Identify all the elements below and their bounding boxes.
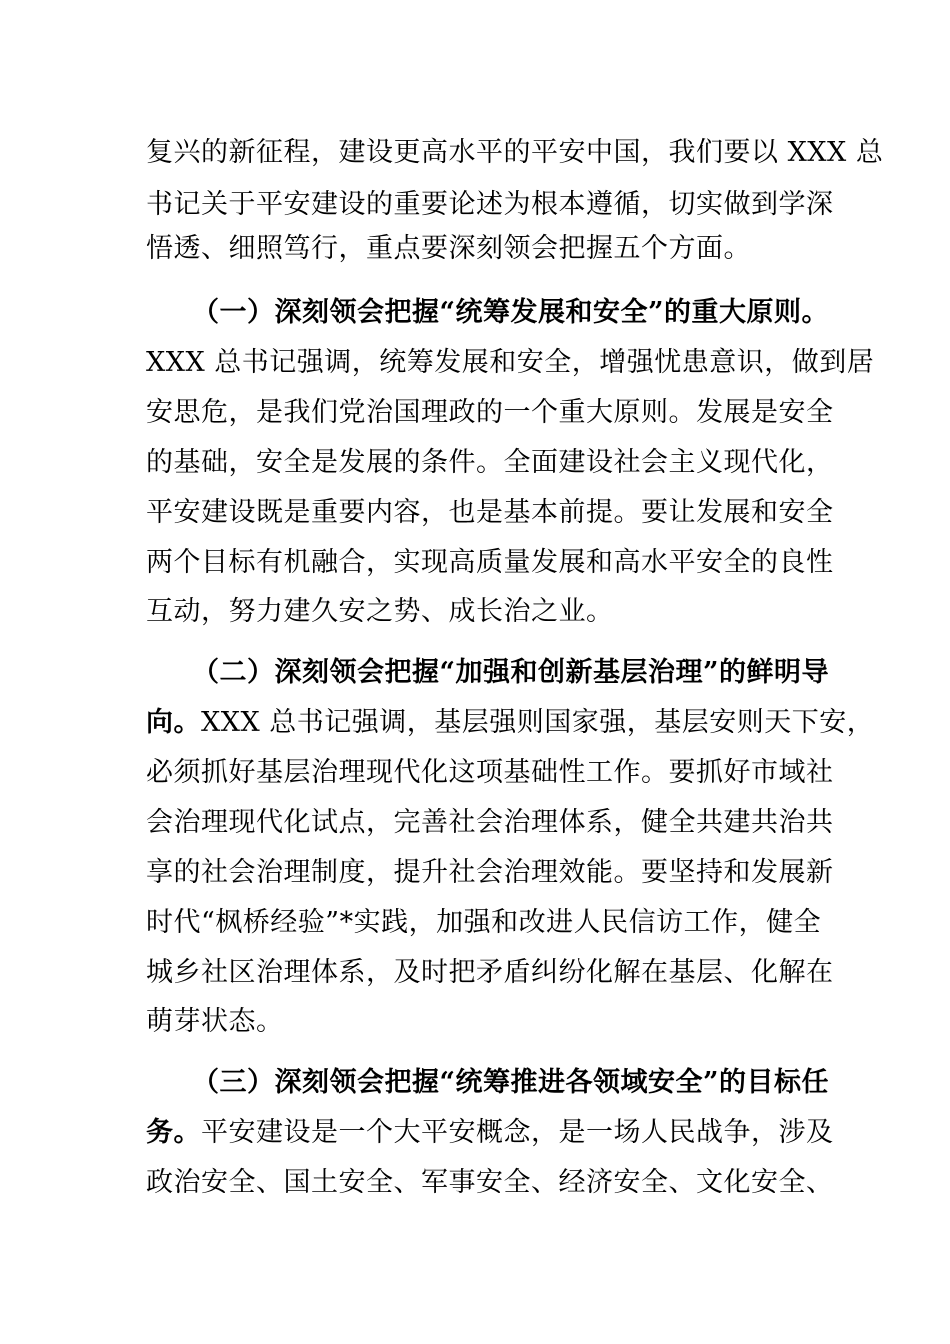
section-heading-2: （二）深刻领会把握“加强和创新基层治理”的鲜明导	[192, 657, 830, 688]
heading-continuation-line	[146, 697, 875, 749]
body-text-line: 安思危，是我们党治国理政的一个重大原则。发展是安全	[146, 397, 834, 428]
body-text-line: 享的社会治理制度，提升社会治理效能。要坚持和发展新	[146, 857, 834, 888]
section-heading-2-end: 向。	[146, 707, 201, 738]
body-text-line: 城乡社区治理体系，及时把矛盾纠纷化解在基层、化解在	[146, 957, 834, 988]
body-text-line: 平安建设既是重要内容，也是基本前提。要让发展和安全	[146, 497, 834, 528]
body-text-line: 两个目标有机融合，实现高质量发展和高水平安全的良性	[146, 547, 834, 578]
section-heading-3: （三）深刻领会把握“统筹推进各领域安全”的目标任	[192, 1067, 830, 1098]
body-text-line: 萌芽状态。	[146, 1006, 284, 1037]
body-text-line: 政治安全、国土安全、军事安全、经济安全、文化安全、	[146, 1167, 834, 1198]
body-text-line: 互动，努力建久安之势、成长治之业。	[146, 596, 614, 627]
section-heading-1: （一）深刻领会把握“统筹发展和安全”的重大原则。	[192, 297, 830, 328]
body-text-run: 平安建设是一个大平安概念，是一场人民战争，涉及	[201, 1117, 834, 1148]
body-text-line: 必须抓好基层治理现代化这项基础性工作。要抓好市域社	[146, 757, 834, 788]
body-text-line: 复兴的新征程，建设更高水平的平安中国，我们要以 XXX 总	[146, 137, 884, 168]
body-text-line: XXX 总书记强调，统筹发展和安全，增强忧患意识，做到居	[146, 347, 875, 378]
body-text-line: 书记关于平安建设的重要论述为根本遵循，切实做到学深	[146, 189, 834, 220]
body-text-run: XXX 总书记强调，基层强则国家强，基层安则天下安，	[201, 707, 875, 738]
body-text-line: 时代“枫桥经验”*实践，加强和改进人民信访工作，健全	[146, 907, 822, 938]
body-text-line: 会治理现代化试点，完善社会治理体系，健全共建共治共	[146, 807, 834, 838]
body-text-line: 的基础，安全是发展的条件。全面建设社会主义现代化，	[146, 447, 834, 478]
heading-continuation-line	[146, 1107, 834, 1159]
section-heading-3-end: 务。	[146, 1117, 201, 1148]
body-text-line: 悟透、细照笃行，重点要深刻领会把握五个方面。	[146, 233, 751, 264]
